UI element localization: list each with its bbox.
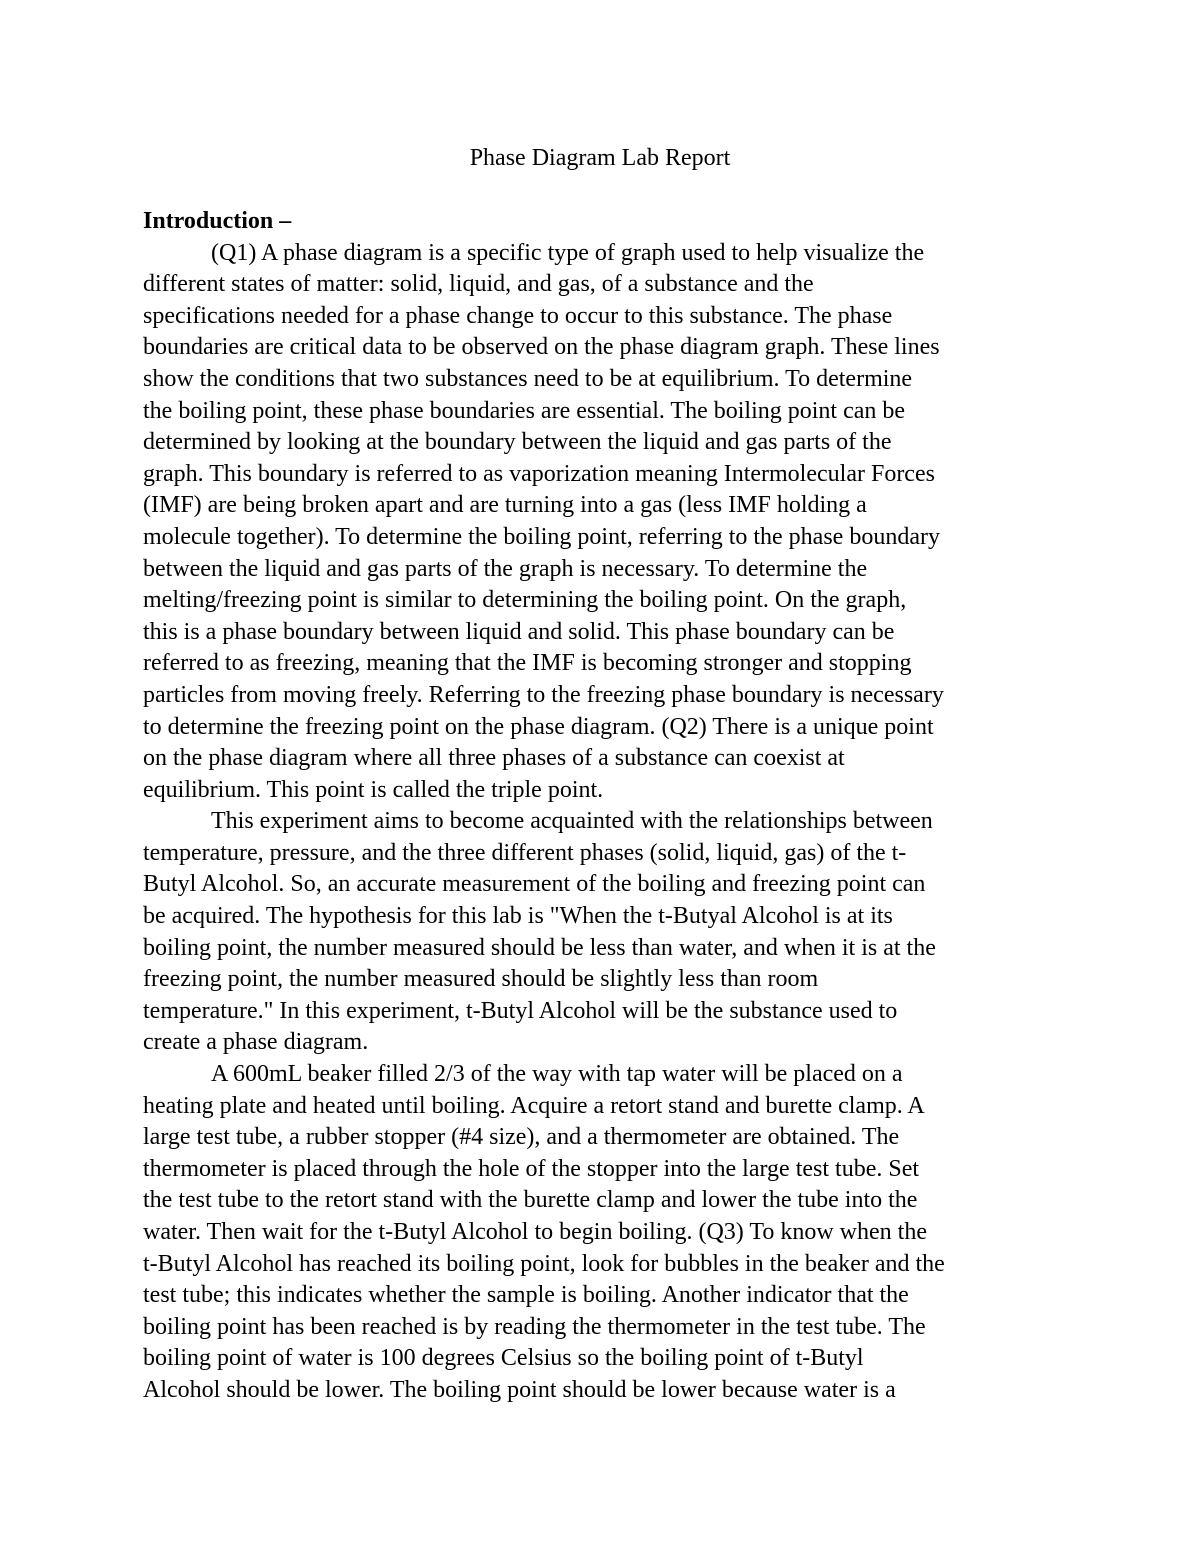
paragraph-line: boundaries are critical data to be observed on the phase diagram graph. These lines	[143, 334, 940, 361]
paragraph-line: be acquired. The hypothesis for this lab is "When the t-Butyal Alcohol is at its	[143, 903, 893, 930]
paragraph-line: referred to as freezing, meaning that the IMF is becoming stronger and stopping	[143, 650, 912, 677]
paragraph-line: melting/freezing point is similar to determining the boiling point. On the graph,	[143, 587, 907, 614]
paragraph-line: (Q1) A phase diagram is a specific type of graph used to help visualize the	[211, 239, 925, 266]
paragraph-line: thermometer is placed through the hole of the stopper into the large test tube. Set	[143, 1155, 920, 1182]
paragraph-line: determined by looking at the boundary between the liquid and gas parts of the	[143, 429, 892, 456]
paragraph-line: temperature, pressure, and the three different phases (solid, liquid, gas) of the t-	[143, 839, 907, 866]
paragraph	[143, 1059, 1063, 1407]
paragraph-line: show the conditions that two substances need to be at equilibrium. To determine	[143, 365, 913, 392]
introduction-heading: Introduction –	[143, 208, 292, 234]
paragraph-line: the test tube to the retort stand with the burette clamp and lower the tube into the	[143, 1187, 918, 1214]
paragraph-line: the boiling point, these phase boundaries are essential. The boiling point can be	[143, 397, 906, 424]
paragraph-line: molecule together). To determine the boiling point, referring to the phase boundary	[143, 523, 940, 550]
paragraph-line: t-Butyl Alcohol has reached its boiling point, look for bubbles in the beaker and the	[143, 1250, 945, 1277]
document-title: Phase Diagram Lab Report	[469, 145, 731, 171]
paragraph-line: different states of matter: solid, liquid, and gas, of a substance and the	[143, 271, 814, 298]
paragraph	[143, 238, 1063, 807]
paragraph-line: particles from moving freely. Referring to the freezing phase boundary is necessary	[143, 681, 944, 708]
paragraph-line: specifications needed for a phase change to occur to this substance. The phase	[143, 302, 893, 329]
paragraph-line: boiling point, the number measured should be less than water, and when it is at the	[143, 934, 936, 961]
paragraph-line: create a phase diagram.	[143, 1029, 369, 1056]
paragraph-line: on the phase diagram where all three phases of a substance can coexist at	[143, 745, 845, 772]
paragraph-line: boiling point of water is 100 degrees Celsius so the boiling point of t-Butyl	[143, 1345, 864, 1372]
paragraph-line: boiling point has been reached is by reading the thermometer in the test tube. The	[143, 1313, 926, 1340]
paragraph-line: graph. This boundary is referred to as vaporization meaning Intermolecular Forces	[143, 460, 935, 487]
paragraph-line: test tube; this indicates whether the sample is boiling. Another indicator that the	[143, 1282, 909, 1309]
paragraph-line: this is a phase boundary between liquid and solid. This phase boundary can be	[143, 618, 895, 645]
paragraph-line: Butyl Alcohol. So, an accurate measurement of the boiling and freezing point can	[143, 871, 926, 898]
paragraph-line: freezing point, the number measured should be slightly less than room	[143, 966, 819, 993]
paragraph-line: heating plate and heated until boiling. Acquire a retort stand and burette clamp. A	[143, 1092, 925, 1119]
paragraphs-container	[143, 238, 1063, 1407]
paragraph	[143, 806, 1063, 1059]
paragraph-line: water. Then wait for the t-Butyl Alcohol to begin boiling. (Q3) To know when the	[143, 1219, 927, 1245]
paragraph-line: to determine the freezing point on the phase diagram. (Q2) There is a unique point	[143, 713, 934, 740]
paragraph-line: equilibrium. This point is called the triple point.	[143, 776, 604, 803]
paragraph-line: Alcohol should be lower. The boiling point should be lower because water is a	[143, 1376, 896, 1403]
document-body	[143, 206, 1063, 1407]
paragraph-line: large test tube, a rubber stopper (#4 size), and a thermometer are obtained. The	[143, 1124, 900, 1151]
paragraph-line: temperature." In this experiment, t-Butyl Alcohol will be the substance used to	[143, 997, 898, 1024]
paragraph-line: This experiment aims to become acquainted with the relationships between	[211, 808, 933, 835]
paragraph-line: (IMF) are being broken apart and are turning into a gas (less IMF holding a	[143, 492, 867, 519]
paragraph-line: between the liquid and gas parts of the graph is necessary. To determine the	[143, 555, 868, 582]
paragraph-line: A 600mL beaker filled 2/3 of the way with tap water will be placed on a	[211, 1061, 903, 1088]
